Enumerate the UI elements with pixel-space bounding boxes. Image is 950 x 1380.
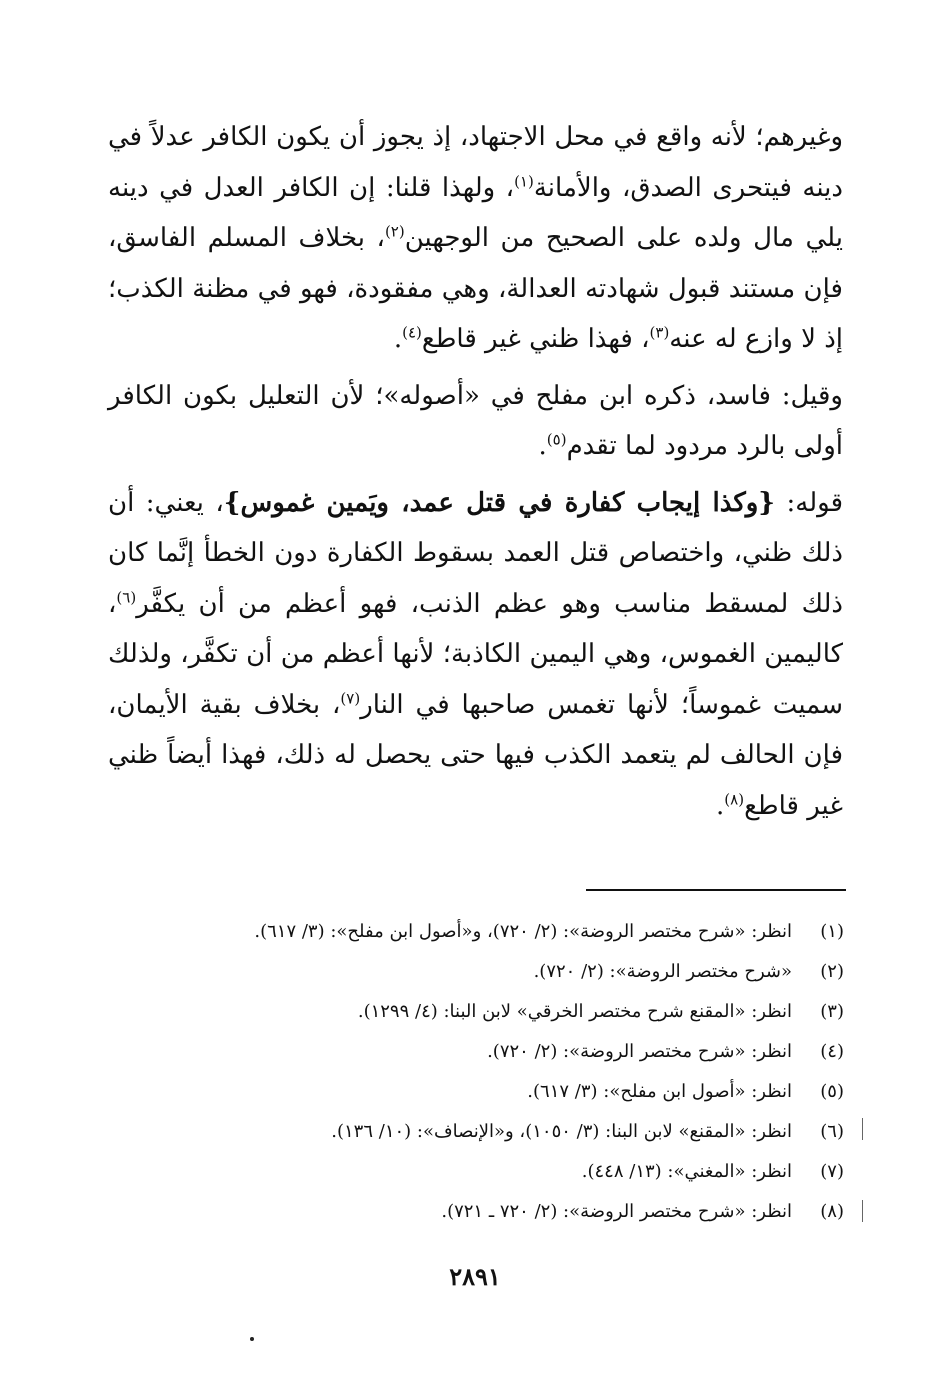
paragraph <box>108 112 843 365</box>
footnote-text: انظر: «المقنع» لابن البنا: (٣/ ١٠٥٠)، و«الإنصاف»: (١٠/ ١٣٦). <box>331 1121 792 1142</box>
footnote-text: انظر: «شرح مختصر الروضة»: (٢/ ٧٢٠). <box>487 1041 792 1062</box>
footnotes-list <box>164 912 844 1232</box>
text-run: وقيل: فاسد، ذكره ابن مفلح في «أصوله»؛ لأن التعليل بكون الكافر أولى بالرد مردود لما تقدم <box>108 380 843 461</box>
footnote-ref[interactable]: (٧) <box>340 688 361 707</box>
text-run: ، فهذا ظني غير قاطع <box>421 324 650 354</box>
footnote-ref[interactable]: (٨) <box>724 789 745 808</box>
footnote-item <box>164 1072 844 1112</box>
page-number: ٢٨٩١ <box>449 1262 501 1291</box>
text-run: . <box>716 790 725 821</box>
scan-mark <box>862 1200 863 1222</box>
text-run: ، كاليمين الغموس، وهي اليمين الكاذبة؛ لأنها أعظم من أن تكفَّر، ولذلك سميت غموساً؛ لأنها تغمس صاحبها في النار <box>108 588 843 720</box>
footnote-text: انظر: «شرح مختصر الروضة»: (٢/ ٧٢٠)، و«أصول ابن مفلح»: (٣/ ٦١٧). <box>254 921 792 942</box>
footnote-item <box>164 1192 844 1232</box>
text-run: ، يعني: أن ذلك ظني، واختصاص قتل العمد بسقوط الكفارة دون الخطأ إنَّما كان ذلك لمسقط مناسب وهو عظم الذنب، فهو أعظم من أن يكفَّر <box>108 487 843 619</box>
footnote-text: «شرح مختصر الروضة»: (٢/ ٧٢٠). <box>533 961 792 982</box>
footnote-number: (٦) <box>820 1121 844 1142</box>
scan-mark <box>862 1118 863 1140</box>
footnote-number: (٥) <box>820 1081 844 1102</box>
footnote-number: (٨) <box>820 1201 844 1222</box>
footnote-number: (١) <box>820 921 844 942</box>
footnote-item <box>164 1152 844 1192</box>
text-run: ، بخلاف المسلم الفاسق، فإن مستند قبول شهادته العدالة، وهي مفقودة، فهو في مظنة الكذب؛ إذ لا وازع له عنه <box>108 223 843 354</box>
footnote-ref[interactable]: (٦) <box>116 587 137 606</box>
footnote-item <box>164 912 844 952</box>
footnote-ref[interactable]: (٣) <box>649 323 670 342</box>
footnote-separator <box>586 889 846 891</box>
paragraph <box>108 478 843 832</box>
footnote-ref[interactable]: (٢) <box>384 222 405 241</box>
footnote-text: انظر: «شرح مختصر الروضة»: (٢/ ٧٢٠ ـ ٧٢١). <box>441 1201 792 1222</box>
footnote-ref[interactable]: (٤) <box>402 323 422 342</box>
footnote-ref[interactable]: (٥) <box>546 430 567 449</box>
footnote-item <box>164 1112 844 1152</box>
footnote-number: (٢) <box>820 961 844 982</box>
text-run: قوله: <box>775 487 843 518</box>
quoted-matn: {وكذا إيجاب كفارة في قتل عمد، ويَمين غموس} <box>223 487 776 518</box>
main-text <box>108 112 843 837</box>
footnote-text: انظر: «أصول ابن مفلح»: (٣/ ٦١٧). <box>527 1081 792 1102</box>
footnote-item <box>164 992 844 1032</box>
paragraph <box>108 371 843 472</box>
footnote-ref[interactable]: (١) <box>514 171 534 190</box>
footnote-number: (٤) <box>820 1041 844 1062</box>
footnote-text: انظر: «المغني»: (١٣/ ٤٤٨). <box>581 1161 792 1182</box>
text-run: . <box>393 324 403 354</box>
footnote-number: (٣) <box>820 1001 844 1022</box>
footnote-number: (٧) <box>820 1161 844 1182</box>
scan-speck <box>250 1337 254 1341</box>
footnote-text: انظر: «المقنع شرح مختصر الخرقي» لابن البنا: (٤/ ١٢٩٩). <box>357 1001 792 1022</box>
text-run: ، ولهذا قلنا: إن الكافر العدل في دينه يلي مال ولده على الصحيح من الوجهين <box>108 172 843 253</box>
text-run: وغيرهم؛ لأنه واقع في محل الاجتهاد، إذ يجوز أن يكون الكافر عدلاً في دينه فيتحرى الصدق، والأمانة <box>108 122 844 203</box>
text-run: ، بخلاف بقية الأيمان، فإن الحالف لم يتعمد الكذب فيها حتى يحصل له ذلك، فهذا أيضاً ظني غير قاطع <box>108 689 843 821</box>
footnote-item <box>164 1032 844 1072</box>
text-run: . <box>538 431 547 461</box>
footnote-item <box>164 952 844 992</box>
